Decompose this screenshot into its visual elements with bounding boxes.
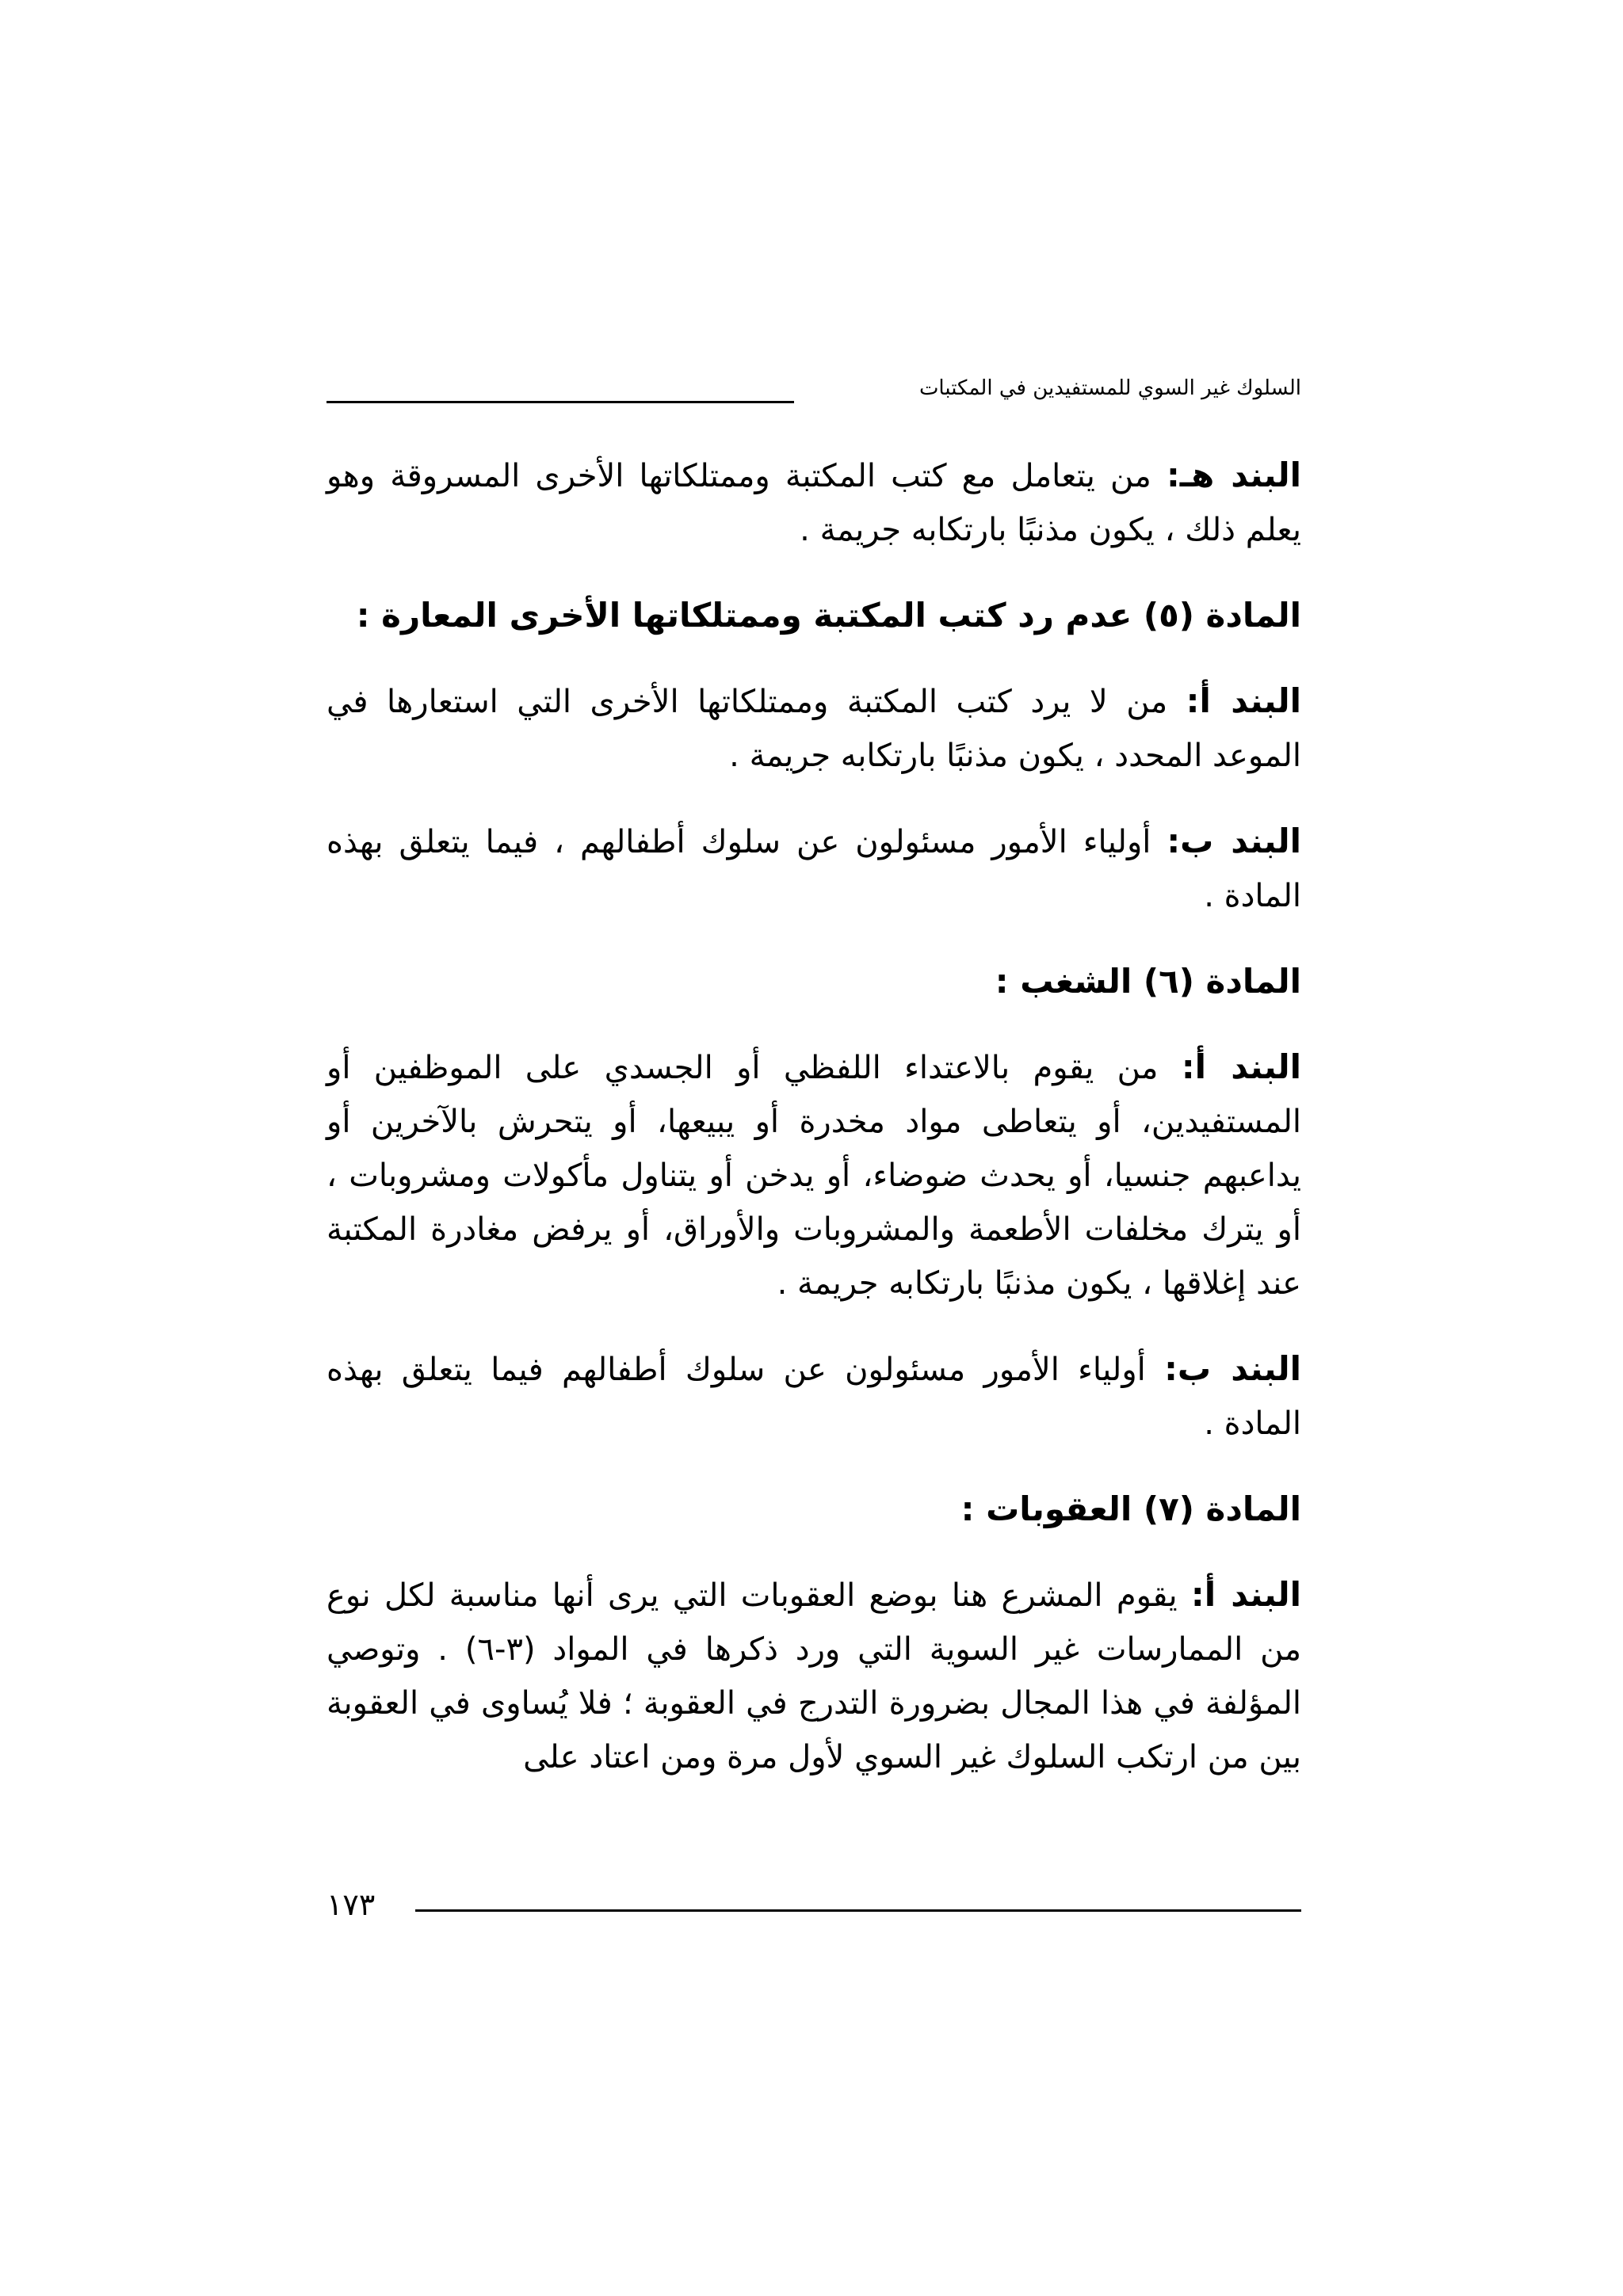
page-number: ١٧٣ [327,1887,376,1922]
header-rule [327,401,794,403]
article-6-heading: المادة (٦) الشغب : [995,962,1301,1001]
clause-label: البند أ: [1186,681,1301,720]
article-7-clause-a [327,1568,1301,1784]
footer-rule [415,1909,1301,1912]
clause-label: البند أ: [1190,1575,1302,1614]
clause-label: البند هـ: [1166,456,1301,494]
article-7-heading: المادة (٧) العقوبات : [960,1489,1301,1528]
clause-text: من يقوم بالاعتداء اللفظي أو الجسدي على الموظفين أو المستفيدين، أو يتعاطى مواد مخدرة أو يبيعها، أو يتحرش بالآخرين أو يداعبهم جنسيا، أو يحدث ضوضاء، أو يدخن أو يتناول مأكولات ومشروبات ، أو يترك مخلفات الأطعمة والمشروبات والأوراق، أو يرفض مغادرة المكتبة عند إغلاقها ، يكون مذنبًا بارتكابه جريمة . [327,1050,1301,1302]
clause-text: يقوم المشرع هنا بوضع العقوبات التي يرى أنها مناسبة لكل نوع من الممارسات غير السوية التي ورد ذكرها في المواد (٣-٦) . وتوصي المؤلفة في هذا المجال بضرورة التدرج في العقوبة ؛ فلا يُساوى في العقوبة بين من ارتكب السلوك غير السوي لأول مرة ومن اعتاد على [327,1577,1302,1775]
running-header [327,371,1301,409]
article-5-clause-a [327,674,1301,783]
clause-text: من يتعامل مع كتب المكتبة وممتلكاتها الأخرى المسروقة وهو يعلم ذلك ، يكون مذنبًا بارتكابه جريمة . [327,458,1301,548]
clause-h [327,448,1301,557]
article-6-clause-a [327,1040,1301,1310]
clause-text: من لا يرد كتب المكتبة وممتلكاتها الأخرى التي استعارها في الموعد المحدد ، يكون مذنبًا بارتكابه جريمة . [327,684,1301,774]
article-5-clause-b [327,814,1301,923]
clause-text: أولياء الأمور مسئولون عن سلوك أطفالهم فيما يتعلق بهذه المادة . [327,1352,1301,1442]
running-title: السلوك غير السوي للمستفيدين في المكتبات [918,376,1301,400]
page-footer [327,1881,1301,1928]
clause-label: البند ب: [1167,822,1301,860]
clause-text: أولياء الأمور مسئولون عن سلوك أطفالهم ، فيما يتعلق بهذه المادة . [327,824,1301,914]
clause-label: البند ب: [1164,1349,1301,1388]
article-6-clause-b [327,1342,1301,1451]
page-body [327,448,1301,1816]
clause-label: البند أ: [1181,1047,1302,1086]
article-5-heading: المادة (٥) عدم رد كتب المكتبة وممتلكاتها الأخرى المعارة : [356,596,1301,635]
